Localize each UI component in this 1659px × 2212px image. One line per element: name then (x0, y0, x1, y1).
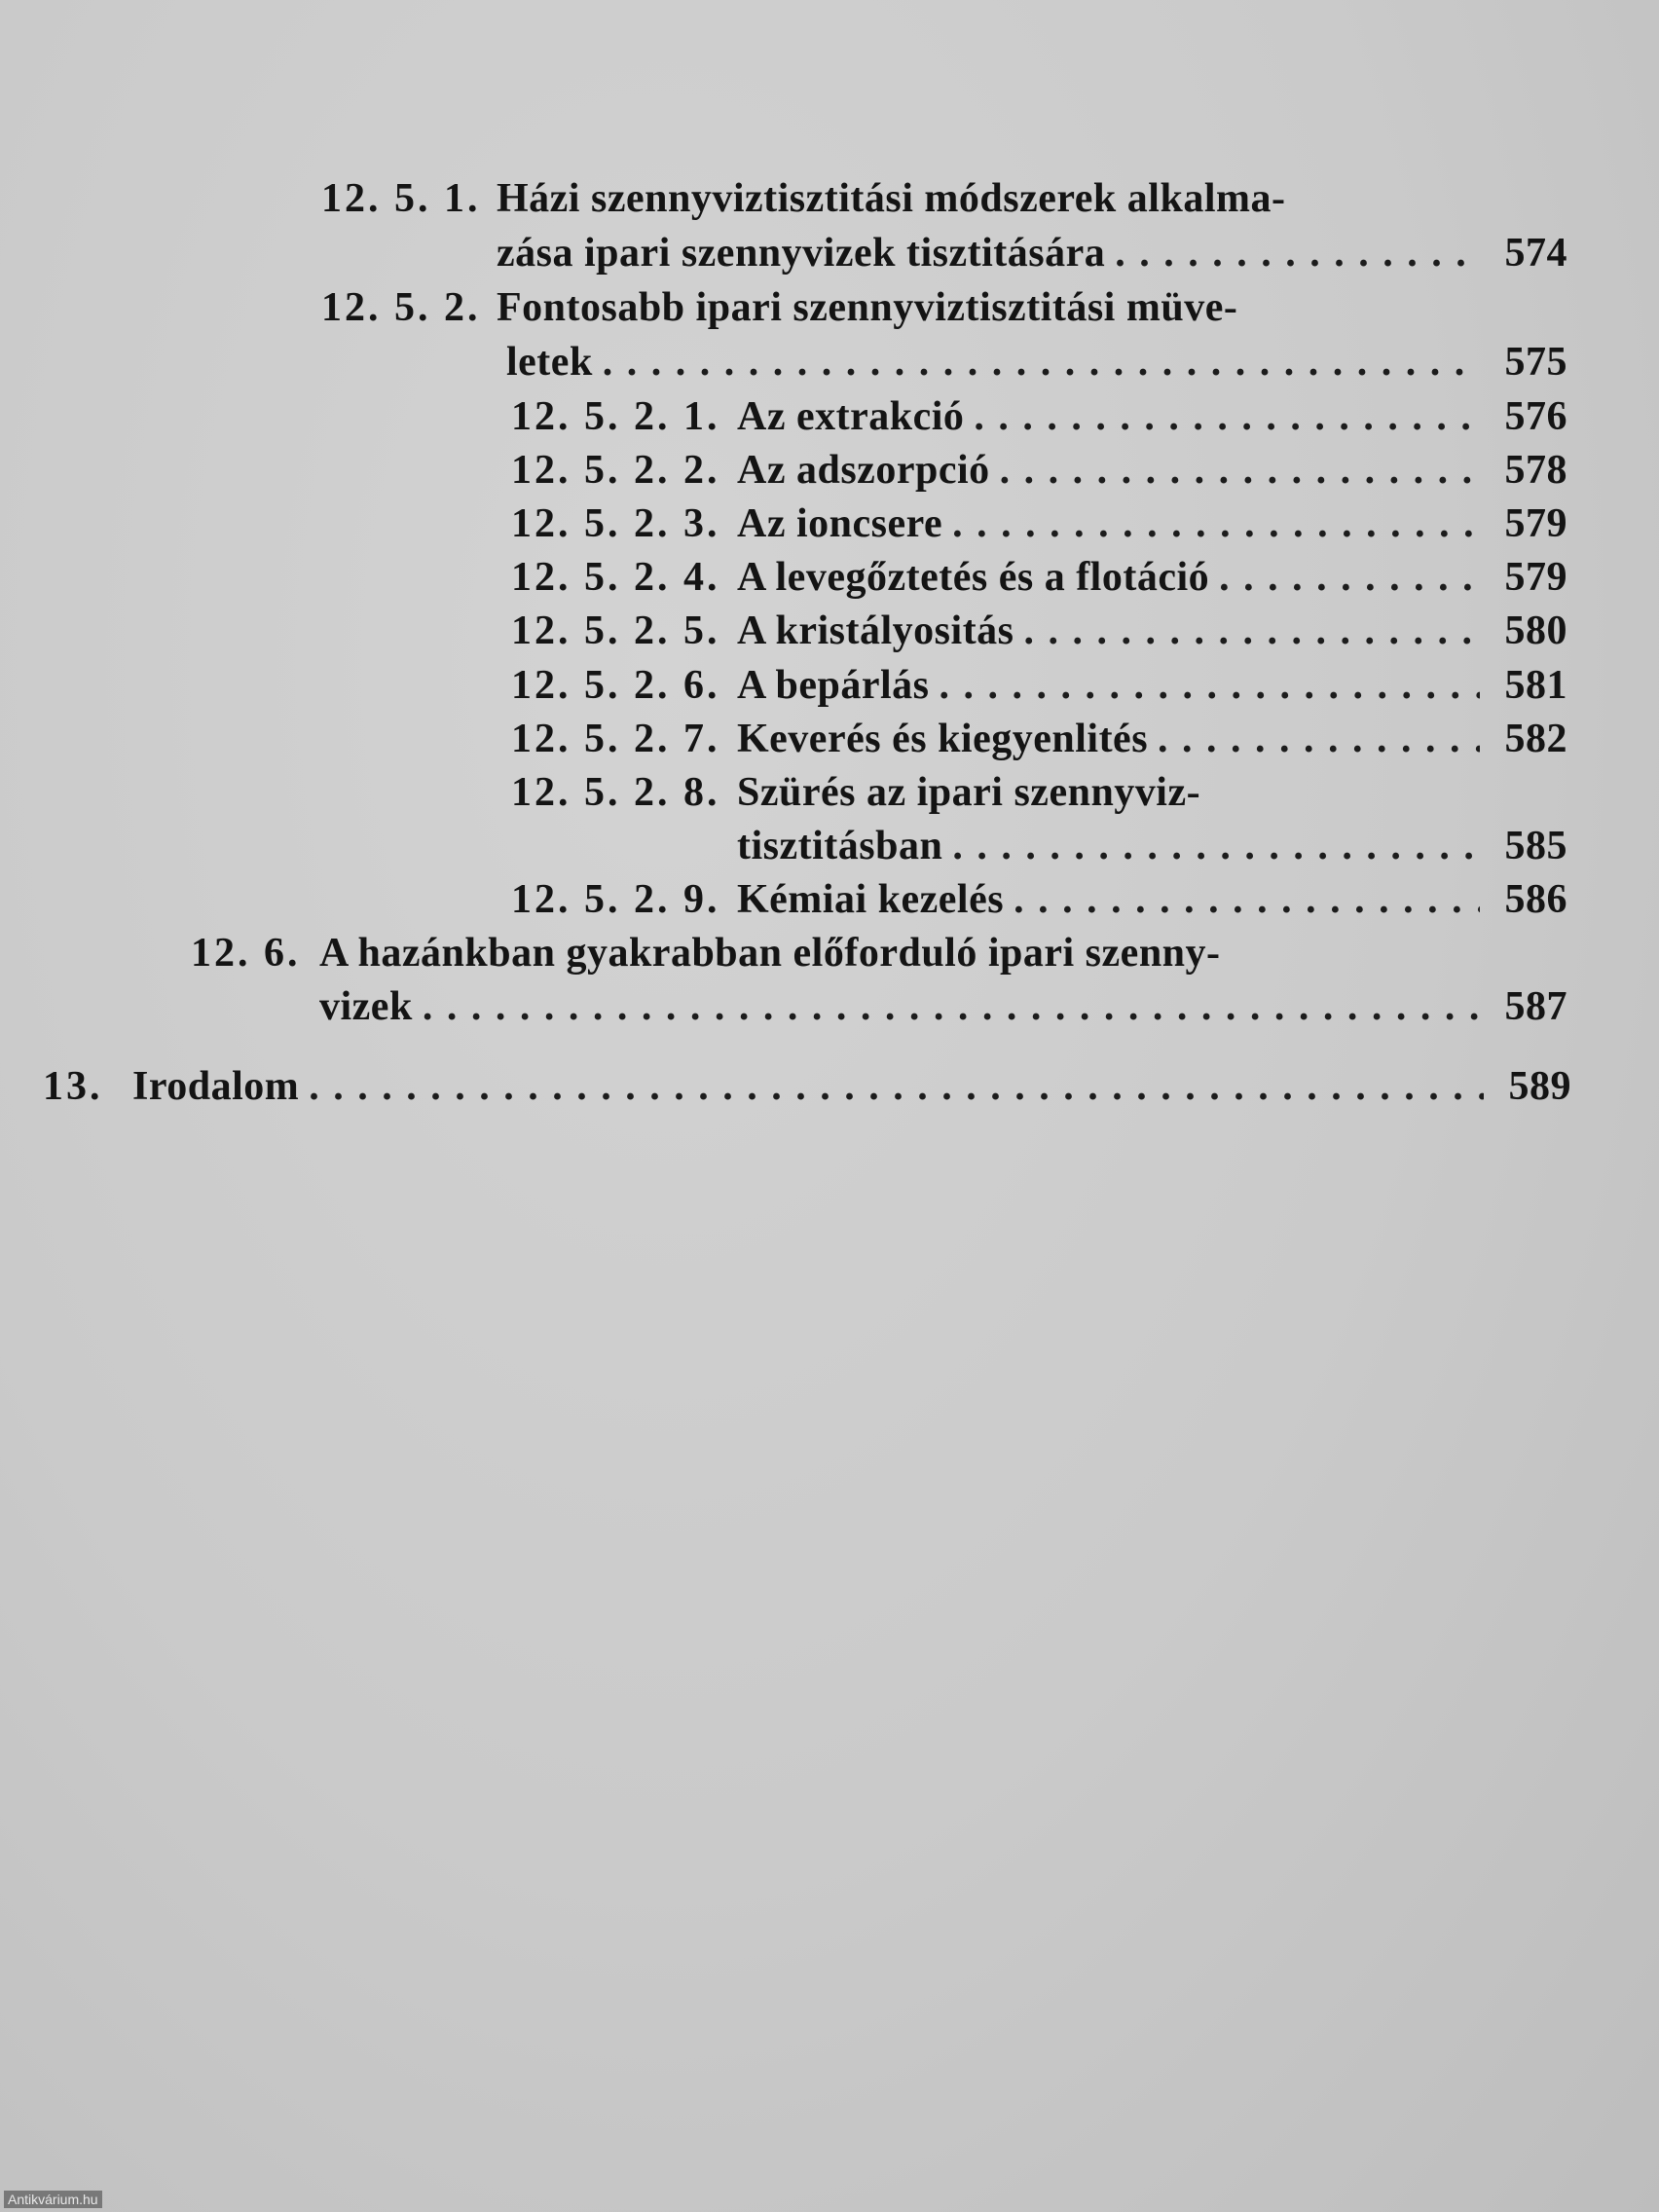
toc-entry-12-5-2-2 (511, 447, 1567, 501)
toc-entry-number: 12. 5. 2. 3. (511, 501, 720, 546)
toc-entry-number: 12. 5. 2. 9. (511, 877, 720, 922)
toc-entry-12-5-2-4 (511, 554, 1567, 608)
toc-entry-12-5-2-7 (511, 716, 1567, 770)
toc-entry-number: 12. 5. 2. 7. (511, 717, 720, 761)
dot-leader (1000, 447, 1480, 494)
dot-leader (603, 339, 1480, 386)
toc-entry-number: 12. 5. 2. 4. (511, 555, 720, 600)
toc-entry-12-6 (191, 930, 1567, 984)
toc-entry-12-5-2-8 (511, 769, 1567, 824)
dot-leader (1115, 230, 1480, 276)
toc-entry-12-5-2-cont (321, 339, 1567, 393)
toc-entry-number: 12. 5. 2. 8. (511, 770, 720, 815)
toc-entry-12-5-1-cont (321, 230, 1567, 284)
toc-entry-12-6-cont (191, 983, 1567, 1038)
toc-page-number: 574 (1504, 231, 1567, 276)
toc-entry-13 (43, 1063, 1571, 1118)
dot-leader (1219, 554, 1480, 601)
toc-entry-title: A hazánkban gyakrabban előforduló ipari szenny- (319, 931, 1221, 976)
dot-leader (1024, 608, 1480, 654)
toc-entry-title: A bepárlás (737, 663, 930, 708)
toc-entry-title: Az ioncsere (737, 501, 943, 546)
toc-entry-title: Keverés és kiegyenlités (737, 717, 1149, 761)
toc-entry-title: Az adszorpció (737, 448, 990, 493)
toc-entry-number: 12. 5. 1. (321, 176, 481, 221)
toc-entry-12-5-2-9 (511, 876, 1567, 931)
toc-entry-title: Irodalom (132, 1064, 300, 1109)
toc-entry-number: 12. 5. 2. 6. (511, 663, 720, 708)
toc-entry-12-5-2-3 (511, 500, 1567, 555)
toc-entry-number: 12. 5. 2. 1. (511, 394, 720, 439)
toc-page-number: 575 (1504, 340, 1567, 385)
toc-entry-12-5-2 (321, 284, 1567, 339)
toc-entry-title: zása ipari szennyvizek tisztitására (497, 231, 1106, 276)
toc-entry-title: vizek (319, 984, 413, 1029)
dot-leader (940, 662, 1480, 709)
toc-entry-title: Házi szennyviztisztitási módszerek alkalma- (497, 176, 1286, 221)
dot-leader (1014, 876, 1480, 923)
dot-leader (952, 500, 1480, 547)
toc-entry-title: Szürés az ipari szennyviz- (737, 770, 1201, 815)
toc-page-number: 589 (1508, 1064, 1571, 1109)
toc-page-number: 576 (1504, 394, 1567, 439)
dot-leader (1158, 716, 1480, 762)
dot-leader (952, 823, 1480, 869)
dot-leader (423, 983, 1480, 1030)
toc-entry-number: 12. 5. 2. (321, 285, 481, 330)
toc-entry-number: 13. (43, 1064, 103, 1109)
toc-page-number: 585 (1504, 824, 1567, 868)
toc-entry-title: Fontosabb ipari szennyviztisztitási müve- (497, 285, 1238, 330)
toc-entry-title: letek (506, 340, 593, 385)
toc-page-number: 579 (1504, 555, 1567, 600)
toc-page-number: 586 (1504, 877, 1567, 922)
toc-page-number: 580 (1504, 608, 1567, 653)
toc-entry-12-5-2-8-cont (511, 823, 1567, 877)
toc-entry-title: Az extrakció (737, 394, 965, 439)
toc-entry-number: 12. 6. (191, 931, 301, 976)
toc-entry-12-5-1 (321, 175, 1567, 230)
toc-page-number: 581 (1504, 663, 1567, 708)
toc-page-number: 582 (1504, 717, 1567, 761)
toc-entry-title: A levegőztetés és a flotáció (737, 555, 1210, 600)
toc-entry-12-5-2-6 (511, 662, 1567, 717)
toc-entry-12-5-2-5 (511, 608, 1567, 662)
toc-entry-title: Kémiai kezelés (737, 877, 1005, 922)
dot-leader (309, 1063, 1484, 1110)
toc-page-number: 579 (1504, 501, 1567, 546)
toc-page-number: 578 (1504, 448, 1567, 493)
toc-entry-title: tisztitásban (737, 824, 943, 868)
toc-entry-number: 12. 5. 2. 2. (511, 448, 720, 493)
dot-leader (974, 393, 1480, 440)
toc-entry-title: A kristályositás (737, 608, 1014, 653)
toc-page-number: 587 (1504, 984, 1567, 1029)
watermark-label: Antikvárium.hu (4, 2191, 102, 2208)
toc-entry-number: 12. 5. 2. 5. (511, 608, 720, 653)
toc-entry-12-5-2-1 (511, 393, 1567, 448)
